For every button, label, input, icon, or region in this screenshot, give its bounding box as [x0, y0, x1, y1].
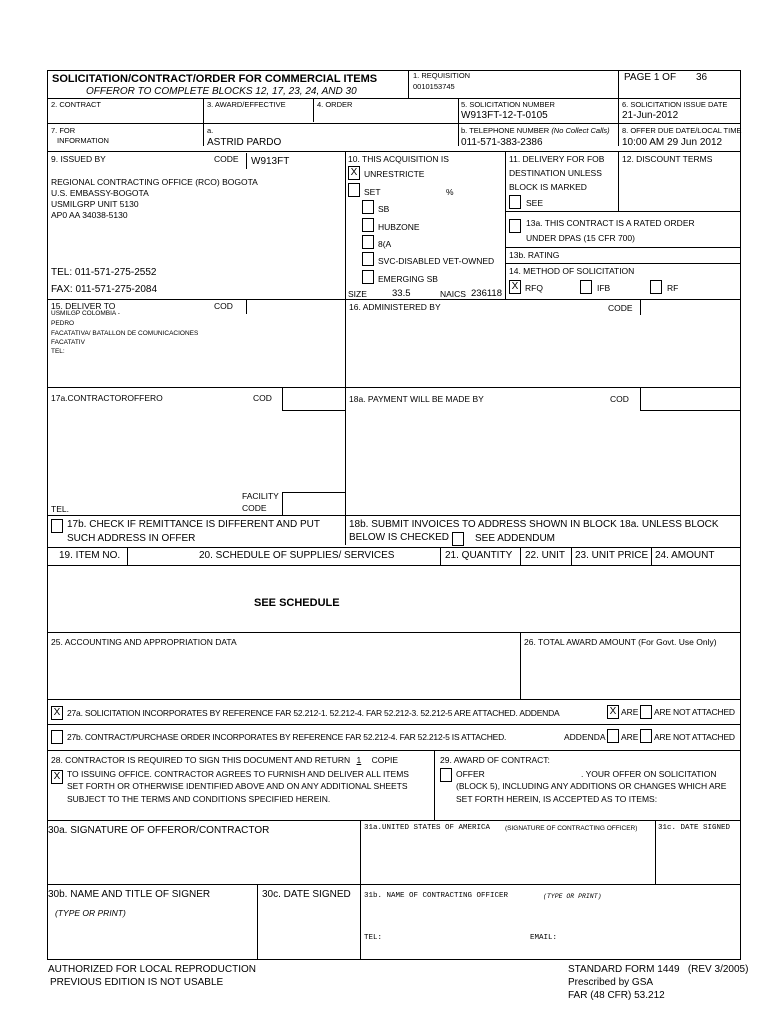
invoice-line-1: 18b. SUBMIT INVOICES TO ADDRESS SHOWN IN BLOCK 18a. UNLESS BLOCK — [349, 519, 719, 530]
supplies-header: 20. SCHEDULE OF SUPPLIES/ SERVICES — [199, 550, 395, 561]
clause-27b-checkbox[interactable] — [51, 730, 63, 744]
accounting-label: 25. ACCOUNTING AND APPROPRIATION DATA — [51, 637, 237, 647]
emerging-sb-checkbox[interactable] — [362, 270, 374, 284]
see-addendum-checkbox[interactable] — [452, 532, 464, 546]
delivery-label: 11. DELIVERY FOR FOB — [509, 154, 605, 164]
facility-code-label: CODE — [242, 503, 267, 513]
telephone-label: b. TELEPHONE NUMBER (No Collect Calls) — [461, 126, 610, 135]
naics-value: 236118 — [471, 288, 502, 299]
issued-by-line-2: U.S. EMBASSY-BOGOTA — [51, 188, 149, 198]
footer-authorized: AUTHORIZED FOR LOCAL REPRODUCTION — [48, 964, 256, 975]
contracting-officer-signature-label: (SIGNATURE OF CONTRACTING OFFICER) — [505, 825, 638, 832]
block-28-line-1: 28. CONTRACTOR IS REQUIRED TO SIGN THIS DOCUMENT AND RETURN 1 COPIE — [51, 755, 399, 765]
issued-by-code-label: CODE — [214, 154, 239, 164]
delivery-line-3: BLOCK IS MARKED — [509, 182, 587, 192]
requisition-number: 0010153745 — [413, 82, 455, 91]
amount-header: 24. AMOUNT — [655, 550, 715, 561]
footer-prescribed: Prescribed by GSA — [568, 977, 654, 988]
clause-27b-are-checkbox[interactable] — [607, 729, 619, 743]
offer-due-date: 10:00 AM 29 Jun 2012 — [622, 137, 723, 148]
deliver-to-line-5: TEL: — [51, 348, 65, 355]
eight-a-label: 8(A — [378, 239, 392, 249]
contracting-officer-tel-label: TEL: — [364, 934, 383, 942]
footer-far: FAR (48 CFR) 53.212 — [568, 990, 665, 1001]
see-addendum-label: SEE ADDENDUM — [475, 533, 556, 544]
deliver-to-label: 15. DELIVER TO — [51, 301, 116, 311]
naics-label: NAICS — [440, 289, 466, 299]
clause-27b-are-label: ARE — [621, 732, 639, 742]
clause-27a-are-not-checkbox[interactable] — [640, 705, 652, 719]
acquisition-label: 10. THIS ACQUISITION IS — [348, 154, 449, 164]
ifb-checkbox[interactable] — [580, 280, 592, 294]
clause-27a-are-checkbox[interactable]: X — [607, 705, 619, 719]
form-title: SOLICITATION/CONTRACT/ORDER FOR COMMERCIAL ITEMS — [52, 73, 378, 85]
remittance-line-2: SUCH ADDRESS IN OFFER — [67, 533, 196, 544]
footer-previous-edition: PREVIOUS EDITION IS NOT USABLE — [50, 977, 224, 988]
order-label: 4. ORDER — [317, 100, 353, 109]
eight-a-checkbox[interactable] — [362, 235, 374, 249]
block-29-label: 29. AWARD OF CONTRACT: — [440, 755, 550, 765]
item-no-header: 19. ITEM NO. — [59, 550, 121, 561]
form-border-top — [47, 70, 740, 71]
issued-by-label: 9. ISSUED BY — [51, 154, 106, 164]
unit-price-header: 23. UNIT PRICE — [575, 550, 649, 561]
rating-label: 13b. RATING — [509, 250, 560, 260]
footer-standard-form: STANDARD FORM 1449 (REV 3/2005) — [568, 964, 749, 975]
emerging-sb-label: EMERGING SB — [378, 274, 438, 284]
administered-by-label: 16. ADMINISTERED BY — [349, 302, 441, 312]
contact-name: ASTRID PARDO — [207, 137, 282, 148]
contracting-officer-type-print: (TYPE OR PRINT) — [543, 893, 602, 900]
sb-label: SB — [378, 204, 390, 214]
page-label: PAGE 1 OF — [624, 72, 677, 83]
clause-27b-addenda-label: ADDENDA — [564, 732, 606, 742]
rated-order-line-1: 13a. THIS CONTRACT IS A RATED ORDER — [526, 218, 695, 228]
telephone-number: 011-571-383-2386 — [461, 137, 543, 148]
facility-label: FACILITY — [242, 491, 279, 501]
invoice-line-2: BELOW IS CHECKED — [349, 532, 450, 543]
contracting-officer-name-label: 31b. NAME OF CONTRACTING OFFICER — [364, 892, 509, 900]
contractor-code-label: COD — [253, 393, 272, 403]
rated-order-checkbox[interactable] — [509, 219, 521, 233]
block-28-line-4: SUBJECT TO THE TERMS AND CONDITIONS SPECIFIED HEREIN. — [67, 794, 331, 804]
issued-by-code: W913FT — [251, 156, 290, 167]
delivery-line-2: DESTINATION UNLESS — [509, 168, 602, 178]
see-schedule-text: SEE SCHEDULE — [254, 597, 340, 609]
form-border-bottom — [47, 959, 741, 960]
discount-terms-label: 12. DISCOUNT TERMS — [622, 154, 713, 164]
rated-order-line-2: UNDER DPAS (15 CFR 700) — [526, 233, 635, 243]
payment-label: 18a. PAYMENT WILL BE MADE BY — [349, 394, 484, 404]
clause-27a-are-label: ARE — [621, 707, 639, 717]
deliver-to-line-1: USMILGP COLOMBIA - — [51, 310, 120, 317]
name-label: a. — [207, 126, 214, 135]
contracting-officer-email-label: EMAIL: — [530, 934, 558, 942]
set-aside-percent: % — [446, 187, 454, 197]
contractor-label: 17a.CONTRACTOROFFERO — [51, 393, 163, 403]
unrestricted-label: UNRESTRICTE — [364, 169, 425, 179]
deliver-to-code-label: COD — [214, 301, 233, 311]
set-aside-checkbox[interactable] — [348, 183, 360, 197]
issued-by-line-3: USMILGRP UNIT 5130 — [51, 199, 139, 209]
page-total: 36 — [696, 72, 708, 83]
total-award-label: 26. TOTAL AWARD AMOUNT (For Govt. Use Only) — [524, 637, 717, 647]
information-label: INFORMATION — [57, 136, 109, 145]
contractor-tel-label: TEL. — [51, 504, 69, 514]
unrestricted-checkbox[interactable]: X — [348, 166, 360, 180]
block-29-line-3: SET FORTH HEREIN, IS ACCEPTED AS TO ITEMS: — [456, 794, 658, 804]
svc-disabled-label: SVC-DISABLED VET-OWNED — [378, 256, 495, 266]
quantity-header: 21. QUANTITY — [445, 550, 513, 561]
block-29-offer-label: OFFER — [456, 769, 485, 779]
remittance-line-1: 17b. CHECK IF REMITTANCE IS DIFFERENT AND PUT — [67, 519, 320, 530]
see-label: SEE — [526, 198, 544, 208]
clause-27b-text: 27b. CONTRACT/PURCHASE ORDER INCORPORATES BY REFERENCE FAR 52.212-4. FAR 52.212-5 IS ATTACHED. — [67, 732, 507, 742]
rfq-checkbox[interactable]: X — [509, 280, 521, 294]
svc-disabled-checkbox[interactable] — [362, 252, 374, 266]
date-signed-30c-label: 30c. DATE SIGNED — [262, 889, 351, 900]
issued-by-tel: TEL: 011-571-275-2552 — [51, 267, 157, 278]
offer-due-label: 8. OFFER DUE DATE/LOCAL TIME — [622, 126, 742, 135]
contract-label: 2. CONTRACT — [51, 100, 102, 109]
block-29-checkbox[interactable] — [440, 768, 452, 782]
sb-checkbox[interactable] — [362, 200, 374, 214]
ifb-label: IFB — [597, 283, 611, 293]
block-29-line-2: (BLOCK 5), INCLUDING ANY ADDITIONS OR CHANGES WHICH ARE — [456, 781, 727, 791]
unit-header: 22. UNIT — [525, 550, 566, 561]
for-label: 7. FOR — [51, 126, 76, 135]
rf-label: RF — [667, 283, 679, 293]
block-28-line-2: TO ISSUING OFFICE. CONTRACTOR AGREES TO FURNISH AND DELIVER ALL ITEMS — [67, 769, 409, 779]
hubzone-checkbox[interactable] — [362, 218, 374, 232]
rf-checkbox[interactable] — [650, 280, 662, 294]
award-effective-label: 3. AWARD/EFFECTIVE — [207, 100, 286, 109]
signer-type-print: (TYPE OR PRINT) — [55, 908, 126, 918]
deliver-to-line-3: FACATATIVA/ BATALLON DE COMUNICACIONES — [51, 330, 199, 337]
see-schedule-fob-checkbox[interactable] — [509, 195, 521, 209]
size-value: 33.5 — [392, 288, 411, 299]
united-states-label: 31a.UNITED STATES OF AMERICA — [364, 824, 491, 832]
deliver-to-line-4: FACATATIV — [51, 339, 85, 346]
payment-code-label: COD — [610, 394, 629, 404]
issued-by-line-4: AP0 AA 34038-5130 — [51, 210, 128, 220]
method-of-solicitation-label: 14. METHOD OF SOLICITATION — [509, 266, 635, 276]
issue-date: 21-Jun-2012 — [622, 110, 679, 121]
size-label: SIZE — [348, 289, 367, 299]
clause-27b-are-not-label: ARE NOT ATTACHED — [654, 732, 735, 742]
offeror-note: OFFEROR TO COMPLETE BLOCKS 12, 17, 23, 24, AND 30 — [86, 86, 357, 97]
clause-27b-are-not-checkbox[interactable] — [640, 729, 652, 743]
signer-name-title-label: 30b. NAME AND TITLE OF SIGNER — [48, 889, 211, 900]
solicitation-number: W913FT-12-T-0105 — [461, 110, 548, 121]
block-29-offer-tail: . YOUR OFFER ON SOLICITATION — [581, 769, 717, 779]
remittance-checkbox[interactable] — [51, 519, 63, 533]
form-border-right — [740, 70, 741, 960]
hubzone-label: HUBZONE — [378, 222, 420, 232]
issue-date-label: 6. SOLICITATION ISSUE DATE — [622, 100, 728, 109]
block-28-checkbox[interactable]: X — [51, 770, 63, 784]
date-signed-31c-label: 31c. DATE SIGNED — [658, 824, 731, 832]
administered-by-code-label: CODE — [608, 303, 633, 313]
rfq-label: RFQ — [525, 283, 543, 293]
issued-by-line-1: REGIONAL CONTRACTING OFFICE (RCO) BOGOTA — [51, 177, 258, 187]
requisition-label: 1. REQUISITION — [413, 71, 471, 80]
block-28-line-3: SET FORTH OR OTHERWISE IDENTIFIED ABOVE AND ON ANY ADDITIONAL SHEETS — [67, 781, 408, 791]
solicitation-number-label: 5. SOLICITATION NUMBER — [461, 100, 555, 109]
clause-27a-checkbox[interactable]: X — [51, 706, 63, 720]
clause-27a-text: 27a. SOLICITATION INCORPORATES BY REFERENCE FAR 52.212-1. 52.212-4. FAR 52.212-3. 52.212-5 ARE ATTACHED. ADDENDA — [67, 708, 560, 718]
clause-27a-are-not-label: ARE NOT ATTACHED — [654, 707, 735, 717]
issued-by-fax: FAX: 011-571-275-2084 — [51, 284, 158, 295]
offeror-signature-label: 30a. SIGNATURE OF OFFEROR/CONTRACTOR — [48, 825, 270, 836]
deliver-to-line-2: PEDRO — [51, 320, 75, 327]
set-aside-label: SET — [364, 187, 381, 197]
